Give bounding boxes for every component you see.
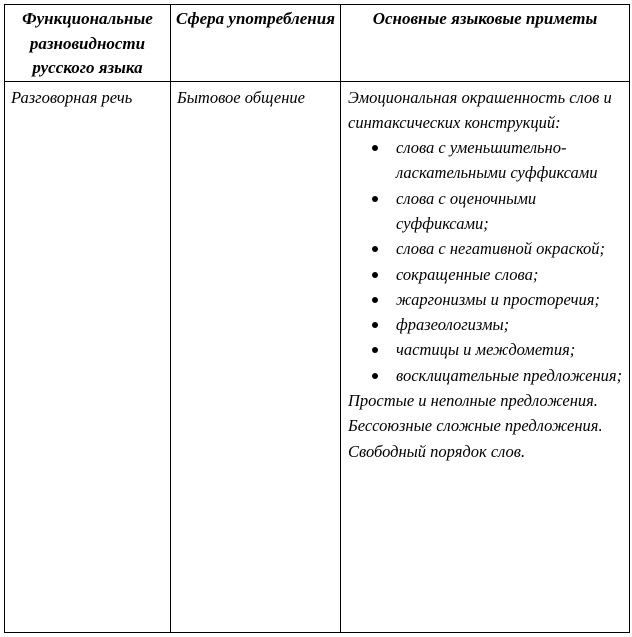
language-varieties-table xyxy=(4,4,630,633)
list-item xyxy=(348,262,625,287)
list-item xyxy=(348,236,625,261)
list-item xyxy=(348,186,625,237)
features-outro-2: Бессоюзные сложные предложения. xyxy=(348,416,603,436)
list-item xyxy=(348,287,625,312)
features-outro-1: Простые и неполные предложения. xyxy=(348,391,598,411)
header-features: Основные языковые приметы xyxy=(341,5,630,82)
bullet-icon xyxy=(372,297,378,303)
list-item xyxy=(348,363,625,388)
features-intro: Эмоциональная окрашенность слов и синтаксических конструкций: xyxy=(348,87,612,132)
list-item-text: фразеологизмы; xyxy=(396,315,510,335)
list-item xyxy=(348,312,625,337)
header-variety: Функциональные разновидности русского языка xyxy=(5,5,171,82)
list-item-text: слова с уменьшительно-ласкательными суффиксами xyxy=(396,138,598,183)
list-item-text: слова с оценочными суффиксами; xyxy=(396,188,537,233)
list-item-text: жаргонизмы и просторечия; xyxy=(396,289,600,309)
header-sphere: Сфера употребления xyxy=(171,5,341,82)
bullet-icon xyxy=(372,322,378,328)
cell-variety: Разговорная речь xyxy=(5,81,171,633)
list-item-text: слова с негативной окраской; xyxy=(396,239,606,259)
bullet-icon xyxy=(372,272,378,278)
bullet-icon xyxy=(372,145,378,151)
bullet-icon xyxy=(372,196,378,202)
bullet-icon xyxy=(372,347,378,353)
table-row xyxy=(5,81,630,633)
list-item-text: частицы и междометия; xyxy=(396,340,576,360)
bullet-icon xyxy=(372,246,378,252)
features-list xyxy=(348,135,625,388)
list-item-text: сокращенные слова; xyxy=(396,264,539,284)
list-item-text: восклицательные предложения; xyxy=(396,365,623,385)
features-outro-3: Свободный порядок слов. xyxy=(348,441,526,461)
bullet-icon xyxy=(372,373,378,379)
table-header-row xyxy=(5,5,630,82)
list-item xyxy=(348,135,625,186)
cell-features xyxy=(341,81,630,633)
cell-sphere: Бытовое общение xyxy=(171,81,341,633)
list-item xyxy=(348,337,625,362)
